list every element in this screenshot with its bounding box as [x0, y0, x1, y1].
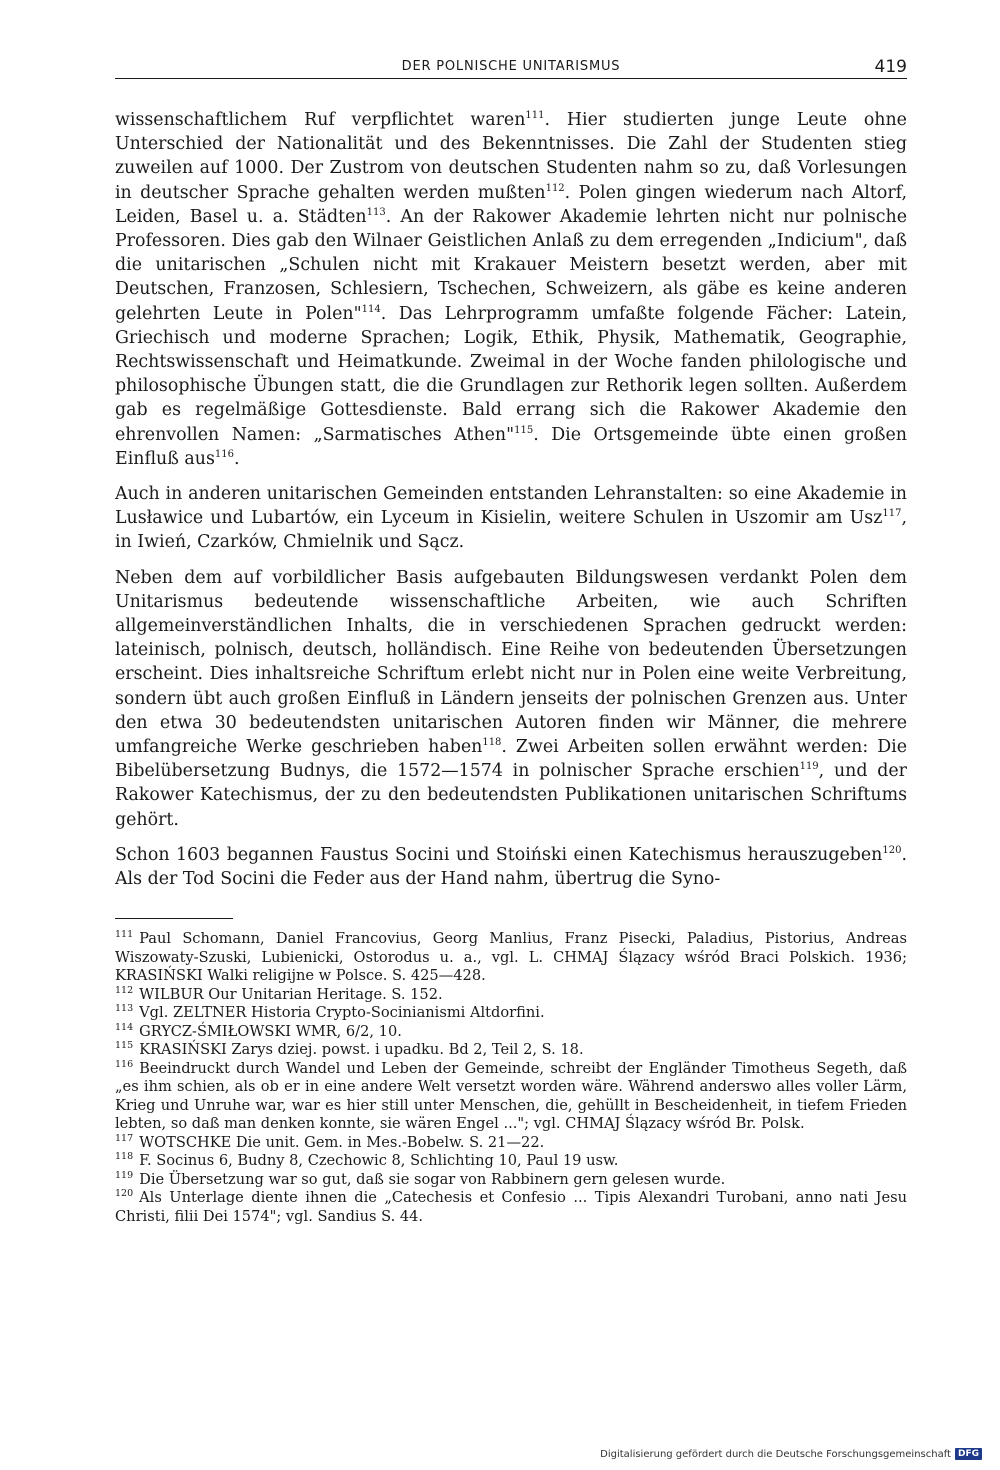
- footnotes: [115, 930, 907, 1226]
- text-run: wissenschaftlichem Ruf verpflichtet waren: [115, 110, 526, 130]
- text-run: Schon 1603 begannen Faustus Socini und Stoiński einen Katechismus herauszugeben: [115, 844, 883, 865]
- footnote-text: Als Unterlage diente ihnen die „Catechesis et Confesio ... Tipis Alexandri Turobani, anno nati Jesu Christi, filii Dei 1574"; vgl. Sandius S. 44.: [115, 1189, 907, 1225]
- text-run: . Polen gingen wiederum nach Altorf, Leiden, Basel u. a. Städten: [115, 182, 907, 227]
- footnote-reference: 114: [361, 303, 381, 315]
- body-paragraph: [115, 482, 907, 555]
- footnote-text: Vgl. ZELTNER Historia Crypto-Socinianismi Altdorfini.: [139, 1004, 545, 1021]
- footnote-text: Paul Schomann, Daniel Francovius, Georg Manlius, Franz Pisecki, Paladius, Pistorius, Andreas Wiszowaty-Szuski, Lubienicki, Ostorodus u. a., vgl. L. CHMAJ Ślązacy wśród Braci Polskich. 1936; KRASIŃSKI Walki religijne w Polsce. S. 425—428.: [115, 930, 907, 984]
- body-paragraph: [115, 566, 907, 832]
- text-run: . Als der Tod Socini die Feder aus der Hand nahm, übertrug die Syno-: [115, 844, 907, 890]
- footnote: [115, 1134, 907, 1153]
- footnote-reference: 113: [366, 207, 386, 219]
- footnote-rule: [115, 918, 233, 919]
- footnote: [115, 1023, 907, 1042]
- footnote-number: 114: [115, 1021, 134, 1033]
- running-title: DER POLNISCHE UNITARISMUS: [401, 59, 621, 74]
- footnote-number: 113: [115, 1003, 134, 1015]
- body-text: [115, 108, 907, 891]
- footnote: [115, 1171, 907, 1190]
- footnote-number: 118: [115, 1151, 134, 1163]
- text-run: . Zwei Arbeiten sollen erwähnt werden: Die Bibelübersetzung Budnys, die 1572—1574 in polnischer Sprache erschien: [115, 737, 907, 782]
- footnote-text: F. Socinus 6, Budny 8, Czechowic 8, Schlichting 10, Paul 19 usw.: [139, 1152, 619, 1169]
- footnote-number: 119: [115, 1169, 134, 1181]
- footnote-reference: 117: [882, 508, 902, 520]
- footnote-number: 117: [115, 1132, 134, 1144]
- footnote-number: 112: [115, 984, 134, 996]
- footnote-reference: 118: [482, 737, 502, 749]
- dfg-logo: DFG: [955, 1448, 982, 1460]
- footnote-reference: 115: [514, 424, 534, 436]
- footnote-text: WILBUR Our Unitarian Heritage. S. 152.: [139, 985, 443, 1003]
- text-run: Neben dem auf vorbildlicher Basis aufgebauten Bildungswesen verdankt Polen dem Unitarismus bedeutende wissenschaftliche Arbeiten, wie auch Schriften allgemeinverständlichen Inhalts, die in verschiedenen Sprachen gedruckt werden: lateinisch, polnisch, deutsch, holländisch. Eine Reihe von bedeutenden Übersetzungen erscheint. Dies inhaltsreiche Schriftum erlebt nicht nur in Polen eine weite Verbreitung, sondern übt auch großen Einfluß in Ländern jenseits der polnischen Grenzen aus. Unter den etwa 30 bedeutendsten unitarischen Autoren finden wir Männer, die mehrere umfangreiche Werke geschrieben haben: [115, 567, 907, 758]
- footnote: [115, 986, 907, 1005]
- text-run: Auch in anderen unitarischen Gemeinden entstanden Lehranstalten: so eine Akademie in Lusławice und Lubartów, ein Lyceum in Kisielin, weitere Schulen in Uszomir am Usz: [115, 484, 907, 529]
- footnote-text: WOTSCHKE Die unit. Gem. in Mes.-Bobelw. S. 21—22.: [139, 1133, 545, 1151]
- footnote-text: KRASIŃSKI Zarys dziej. powst. i upadku. Bd 2, Teil 2, S. 18.: [139, 1041, 584, 1058]
- text-run: . An der Rakower Akademie lehrten nicht nur polnische Professoren. Dies gab den Wilnaer Geistlichen Anlaß zu dem erregenden „Indicium", daß die unitarischen „Schulen nicht mit Krakauer Meistern besetzt werden, aber mit Deutschen, Franzosen, Schlesiern, Tschechen, Schweizern, als gäbe es keine anderen gelehrten Leute in Polen": [115, 206, 907, 324]
- footnote: [115, 1004, 907, 1023]
- footnote-reference: 119: [799, 761, 819, 773]
- footnote-reference: 120: [882, 845, 902, 857]
- footnote-number: 115: [115, 1040, 134, 1052]
- footnote: [115, 1041, 907, 1060]
- digitization-credit-text: Digitalisierung gefördert durch die Deutsche Forschungsgemeinschaft: [600, 1448, 951, 1460]
- footnote: [115, 1189, 907, 1226]
- text-run: , und der Rakower Katechismus, der zu den bedeutendsten Publikationen unitarischen Schriftums gehört.: [115, 761, 907, 830]
- text-run: . Das Lehrprogramm umfaßte folgende Fächer: Latein, Griechisch und moderne Sprachen; Logik, Ethik, Physik, Mathematik, Geographie, Rechtswissenschaft und Heimatkunde. Zweimal in der Woche fanden philologische und philosophische Übungen statt, die die Grundlagen zur Rethorik legen sollten. Außerdem gab es regelmäßige Gottesdienste. Bald errang sich die Rakower Akademie den ehrenvollen Namen: „Sarmatisches Athen": [115, 303, 907, 445]
- footnote-text: Die Übersetzung war so gut, daß sie sogar von Rabbinern gern gelesen wurde.: [139, 1170, 726, 1188]
- footnote-number: 116: [115, 1058, 134, 1070]
- footnote-number: 120: [115, 1188, 134, 1200]
- digitization-credit: [600, 1448, 982, 1460]
- footnote: [115, 1060, 907, 1134]
- header-rule: [115, 78, 907, 79]
- footnote: [115, 1152, 907, 1171]
- footnote-text: Beeindruckt durch Wandel und Leben der Gemeinde, schreibt der Engländer Timotheus Segeth, daß „es ihm schien, als ob er in eine andere Welt versetzt worden wäre. Während anderswo alles voller Lärm, Krieg und Unruhe war, war es hier still unter Menschen, die, gehüllt in Bescheidenheit, in tiefem Frieden lebten, so daß man denken konnte, sie wären Engel ..."; vgl. CHMAJ Ślązacy wśród Br. Polsk.: [115, 1059, 907, 1132]
- footnote-reference: 116: [214, 449, 234, 461]
- text-run: , in Iwień, Czarków, Chmielnik und Sącz.: [115, 508, 907, 553]
- text-run: .: [234, 448, 240, 469]
- text-run: . Die Ortsgemeinde übte einen großen Einfluß aus: [115, 424, 907, 469]
- footnote-number: 111: [115, 929, 134, 941]
- footnote-reference: 111: [525, 110, 545, 122]
- text-run: . Hier studierten junge Leute ohne Unterschied der Nationalität und des Bekenntnisses. Die Zahl der Studenten stieg zuweilen auf 1000. Der Zustrom von deutschen Studenten nahm so zu, daß Vorlesungen in deutscher Sprache gehalten werden mußten: [115, 110, 907, 203]
- body-paragraph: [115, 843, 907, 891]
- page-number: 419: [874, 57, 907, 77]
- footnote: [115, 930, 907, 986]
- footnote-text: GRYCZ-ŚMIŁOWSKI WMR, 6/2, 10.: [139, 1022, 402, 1040]
- footnote-reference: 112: [545, 182, 565, 194]
- body-paragraph: [115, 108, 907, 471]
